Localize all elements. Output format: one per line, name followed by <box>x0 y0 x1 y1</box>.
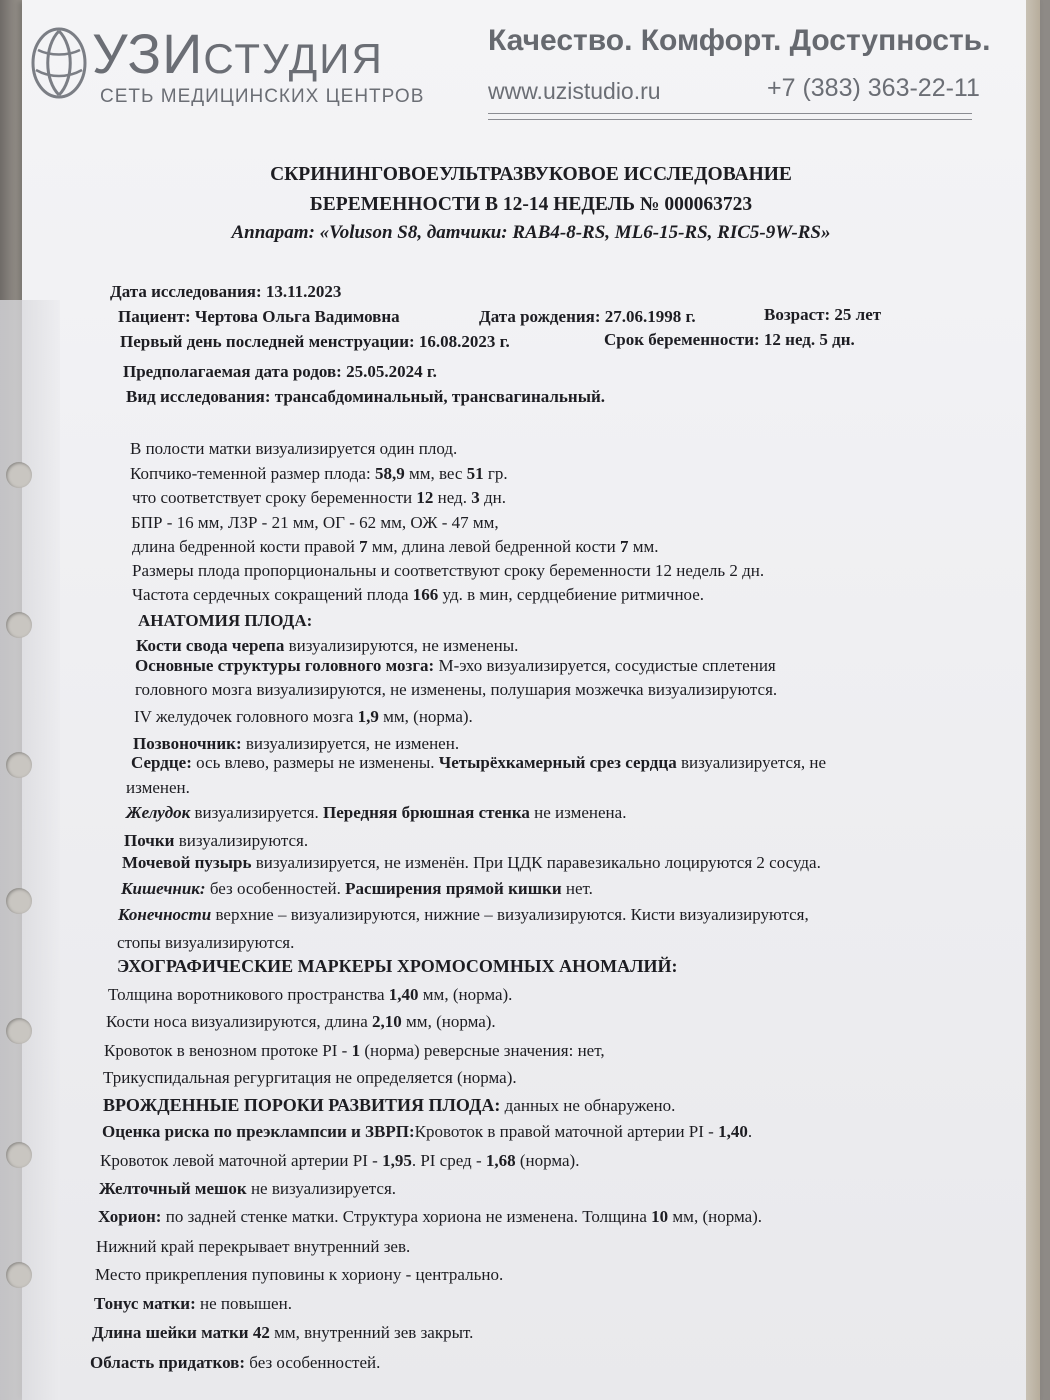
logo-subtitle: СЕТЬ МЕДИЦИНСКИХ ЦЕНТРОВ <box>100 86 425 107</box>
apparatus-line: Аппарат: «Voluson S8, датчики: RAB4-8-RS, ML6-15-RS, RIC5-9W-RS» <box>231 222 831 243</box>
header-divider <box>488 113 972 114</box>
header-divider-thin <box>488 119 972 120</box>
text-line: Размеры плода пропорциональны и соответствуют сроку беременности 12 недель 2 дн. <box>132 561 765 580</box>
text-line: Сердце: ось влево, размеры не изменены. Четырёхкамерный срез сердца визуализируется, не <box>131 753 827 772</box>
text-line: длина бедренной кости правой 7 мм, длина левой бедренной кости 7 мм. <box>132 537 659 556</box>
punch-hole <box>6 462 32 488</box>
text-line: Нижний край перекрывает внутренний зев. <box>96 1237 411 1256</box>
text-line: Почки визуализируются. <box>124 831 309 850</box>
text-line: ВРОЖДЕННЫЕ ПОРОКИ РАЗВИТИЯ ПЛОДА: данных не обнаружено. <box>103 1095 676 1115</box>
text-line: Желудок визуализируется. Передняя брюшная стенка не изменена. <box>126 803 627 822</box>
anatomy-heading: АНАТОМИЯ ПЛОДА: <box>138 611 313 630</box>
text-line: Трикуспидальная регургитация не определяется (норма). <box>103 1068 517 1087</box>
logo-emblem-icon <box>30 26 88 100</box>
exam-type: Вид исследования: трансабдоминальный, трансвагинальный. <box>126 387 606 406</box>
birth-date: Дата рождения: 27.06.1998 г. <box>479 307 696 326</box>
clinic-logo <box>30 22 425 112</box>
text-line: IV желудочек головного мозга 1,9 мм, (норма). <box>134 707 473 726</box>
text-line: Частота сердечных сокращений плода 166 уд. в мин, сердцебиение ритмичное. <box>132 585 705 604</box>
text-line: В полости матки визуализируется один плод. <box>130 439 458 458</box>
text-line: Кровоток левой маточной артерии PI - 1,95. PI сред - 1,68 (норма). <box>100 1151 580 1170</box>
text-line: Хорион: по задней стенке матки. Структура хориона не изменена. Толщина 10 мм, (норма). <box>98 1207 763 1226</box>
due-date: Предполагаемая дата родов: 25.05.2024 г. <box>123 362 437 381</box>
text-line: стопы визуализируются. <box>117 933 295 952</box>
last-menstruation: Первый день последней менструации: 16.08.2023 г. <box>120 332 510 351</box>
patient-age: Возраст: 25 лет <box>764 305 882 324</box>
text-line: Основные структуры головного мозга: М-эхо визуализируется, сосудистые сплетения <box>135 656 776 675</box>
document-page <box>22 0 1040 1400</box>
text-line: что соответствует сроку беременности 12 нед. 3 дн. <box>132 488 506 507</box>
text-line: Толщина воротникового пространства 1,40 мм, (норма). <box>108 985 513 1004</box>
patient-name: Пациент: Чертова Ольга Вадимовна <box>118 307 400 326</box>
background-edge-right <box>1026 0 1040 1400</box>
logo-word-studio: СТУДИЯ <box>203 35 384 82</box>
punch-hole <box>6 752 32 778</box>
text-line: Область придатков: без особенностей. <box>90 1353 381 1372</box>
logo-word-uzi: УЗИ <box>92 22 204 85</box>
text-line: Оценка риска по преэклампсии и ЗВРП:Кровоток в правой маточной артерии PI - 1,40. <box>102 1122 753 1141</box>
punch-hole <box>6 1262 32 1288</box>
text-line: Кишечник: без особенностей. Расширения прямой кишки нет. <box>121 879 593 898</box>
exam-date: Дата исследования: 13.11.2023 <box>110 282 342 301</box>
punch-hole <box>6 612 32 638</box>
markers-heading: ЭХОГРАФИЧЕСКИЕ МАРКЕРЫ ХРОМОСОМНЫХ АНОМАЛИЙ: <box>117 956 678 976</box>
text-line: Место прикрепления пуповины к хориону - центрально. <box>95 1265 504 1284</box>
website: www.uzistudio.ru <box>488 78 661 104</box>
text-line: Кровоток в венозном протоке PI - 1 (норма) реверсные значения: нет, <box>104 1041 605 1060</box>
text-line: изменен. <box>126 778 190 797</box>
text-line: головного мозга визуализируются, не изменены, полушария мозжечка визуализируются. <box>135 680 778 699</box>
text-line: БПР - 16 мм, ЛЗР - 21 мм, ОГ - 62 мм, ОЖ - 47 мм, <box>131 513 499 532</box>
punch-hole <box>6 1018 32 1044</box>
report-title-line-2: БЕРЕМЕННОСТИ В 12-14 НЕДЕЛЬ № 000063723 <box>309 194 753 215</box>
gestational-age: Срок беременности: 12 нед. 5 дн. <box>604 330 855 349</box>
text-line: Желточный мешок не визуализируется. <box>99 1179 397 1198</box>
logo-wordmark <box>92 22 384 91</box>
text-line: Конечности верхние – визуализируются, нижние – визуализируются. Кисти визуализируются, <box>118 905 809 924</box>
text-line: Позвоночник: визуализируется, не изменен. <box>133 734 460 753</box>
slogan: Качество. Комфорт. Доступность. <box>488 24 991 57</box>
text-line: Длина шейки матки 42 мм, внутренний зев закрыт. <box>92 1323 474 1342</box>
text-line: Мочевой пузырь визуализируется, не изменён. При ЦДК паравезикально лоцируются 2 сосуда. <box>122 853 821 872</box>
punch-hole <box>6 1142 32 1168</box>
text-line: Кости носа визуализируются, длина 2,10 мм, (норма). <box>106 1012 496 1031</box>
report-title-line-1: СКРИНИНГОВОЕУЛЬТРАЗВУКОВОЕ ИССЛЕДОВАНИЕ <box>270 164 792 185</box>
text-line: Тонус матки: не повышен. <box>94 1294 292 1313</box>
text-line: Кости свода черепа визуализируются, не изменены. <box>136 636 519 655</box>
phone-number: +7 (383) 363-22-11 <box>767 74 980 102</box>
text-line: Копчико-теменной размер плода: 58,9 мм, вес 51 гр. <box>130 464 508 483</box>
punch-hole <box>6 888 32 914</box>
